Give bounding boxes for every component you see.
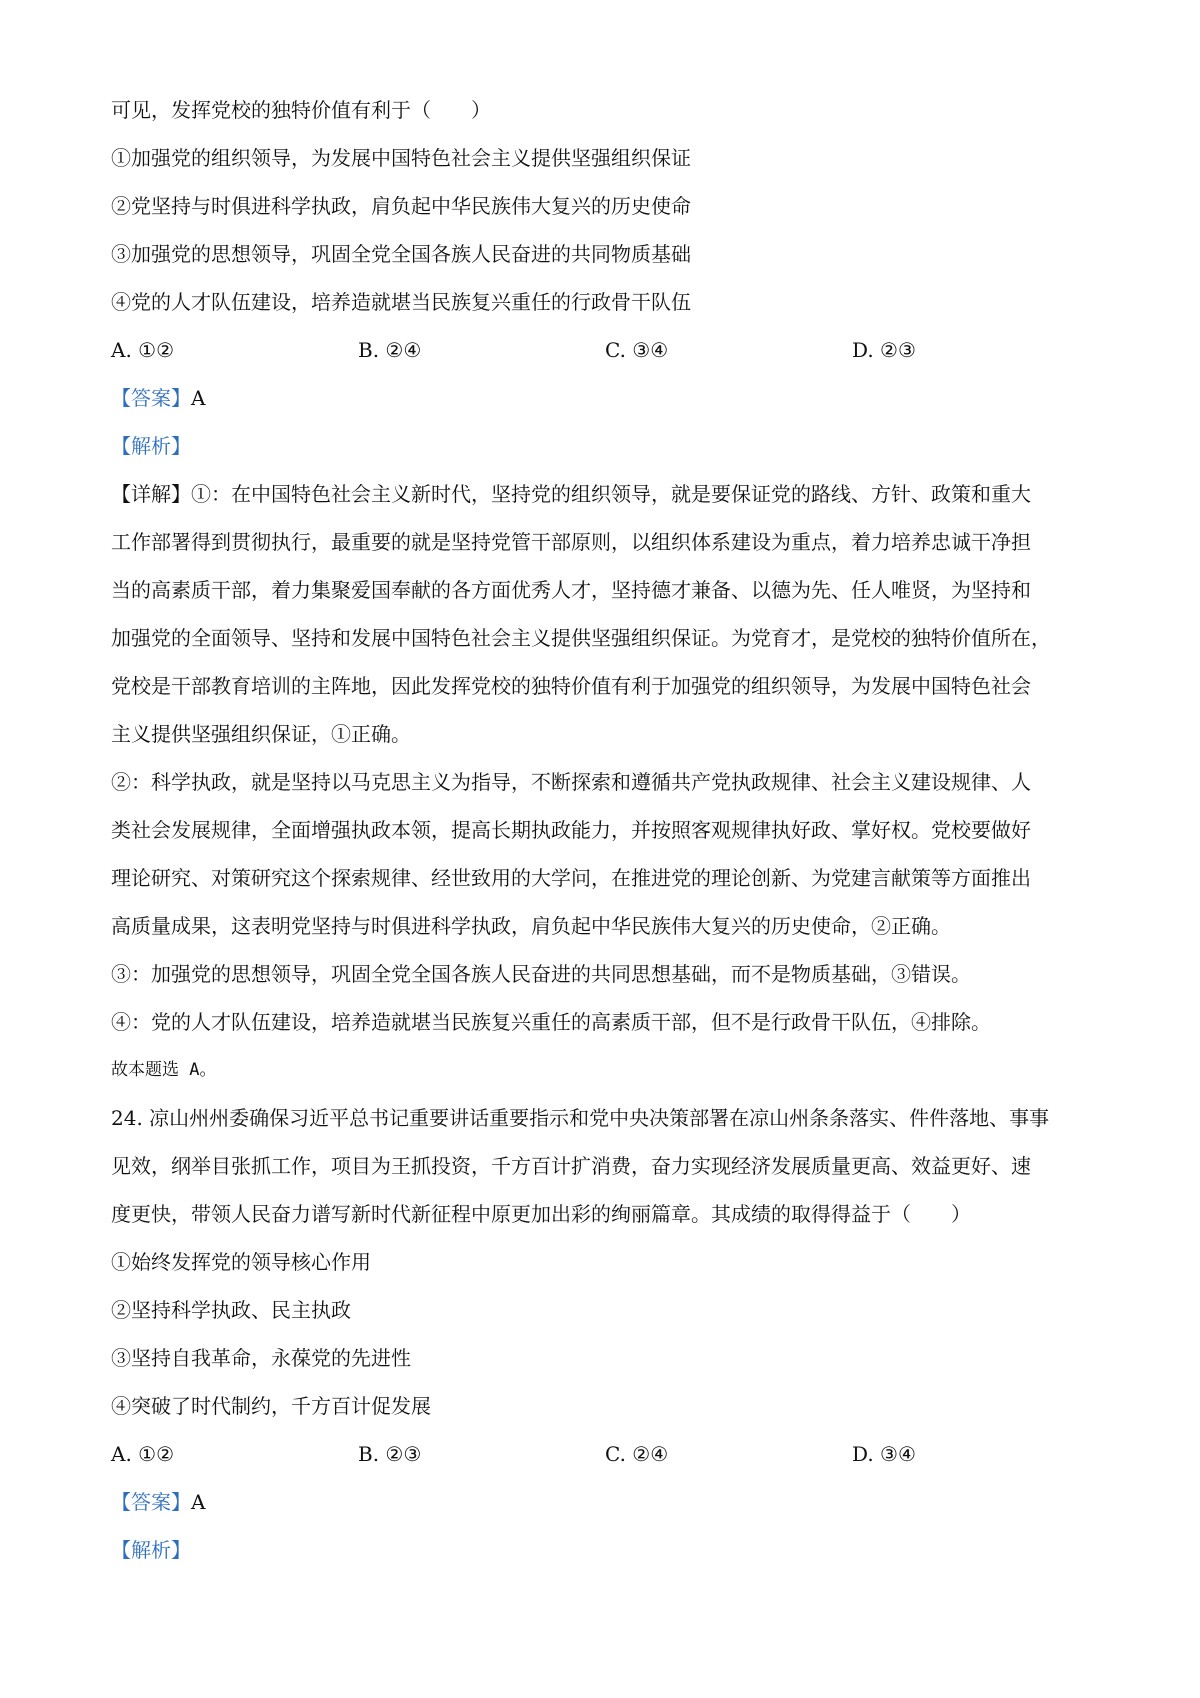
q24-option-c: C. ②④ [605,1442,669,1466]
q23-option-a: A. ①② [111,338,175,362]
q24-item-4: ④突破了时代制约，千方百计促发展 [111,1394,431,1418]
q23-detail-text: ①：在中国特色社会主义新时代，坚持党的组织领导，就是要保证党的路线、方针、政策和重大 [191,482,1031,506]
q24-answer [111,1488,1101,1536]
q24-option-a: A. ①② [111,1442,175,1466]
q24-options [111,1440,1101,1488]
q23-detail-line: 加强党的全面领导、坚持和发展中国特色社会主义提供坚强组织保证。为党育才，是党校的独特价值所在， [111,626,1051,650]
q23-item-1: ①加强党的组织领导，为发展中国特色社会主义提供坚强组织保证 [111,146,691,170]
page-content [111,96,1101,1584]
q24-analysis-tag: 【解析】 [111,1538,191,1562]
q23-option-b: B. ②④ [358,338,422,362]
q23-detail-line: 当的高素质干部，着力集聚爱国奉献的各方面优秀人才，坚持德才兼备、以德为先、任人唯贤，为坚持和 [111,578,1031,602]
q23-analysis-tag: 【解析】 [111,434,191,458]
q23-item-4: ④党的人才队伍建设，培养造就堪当民族复兴重任的行政骨干队伍 [111,290,691,314]
q24-stem [111,1104,1101,1248]
q24-answer-tag: 【答案】 [111,1490,191,1514]
q23-detail-line: 党校是干部教育培训的主阵地，因此发挥党校的独特价值有利于加强党的组织领导，为发展中国特色社会 [111,674,1031,698]
q24-stem-line: 见效，纲举目张抓工作，项目为王抓投资，千方百计扩消费，奋力实现经济发展质量更高、效益更好、速 [111,1154,1031,1178]
q23-detail-line: 高质量成果，这表明党坚持与时俱进科学执政，肩负起中华民族伟大复兴的历史使命，②正确。 [111,914,951,938]
q23-item-3: ③加强党的思想领导，巩固全党全国各族人民奋进的共同物质基础 [111,242,691,266]
q24-option-d: D. ③④ [852,1442,916,1466]
q24-stem-line: 24. 凉山州州委确保习近平总书记重要讲话重要指示和党中央决策部署在凉山州条条落实、件件落地、事事 [111,1106,1050,1130]
q23-conclusion: 故本题选 A。 [111,1060,217,1080]
q23-detail-tag: 【详解】 [111,482,191,506]
q23-option-c: C. ③④ [605,338,669,362]
q23-answer [111,384,1101,432]
q23-detail-line: 类社会发展规律，全面增强执政本领，提高长期执政能力，并按照客观规律执好政、掌好权。党校要做好 [111,818,1031,842]
q23-analysis [111,432,1101,480]
q23-option-d: D. ②③ [852,338,916,362]
q23-item-2: ②党坚持与时俱进科学执政，肩负起中华民族伟大复兴的历史使命 [111,194,691,218]
q23-detail-line: 主义提供坚强组织保证，①正确。 [111,722,411,746]
q23-detail-line: ②：科学执政，就是坚持以马克思主义为指导，不断探索和遵循共产党执政规律、社会主义建设规律、人 [111,770,1031,794]
q23-detail-line: 工作部署得到贯彻执行，最重要的就是坚持党管干部原则，以组织体系建设为重点，着力培养忠诚干净担 [111,530,1031,554]
q24-option-b: B. ②③ [358,1442,422,1466]
q23-stem: 可见，发挥党校的独特价值有利于（ ） [111,98,491,122]
q23-answer-tag: 【答案】 [111,386,191,410]
q23-detail-para-2 [111,768,1101,960]
q24-answer-value: A [191,1490,206,1514]
q24-stem-line: 度更快，带领人民奋力谱写新时代新征程中原更加出彩的绚丽篇章。其成绩的取得得益于（ ） [111,1202,971,1226]
q23-detail-para-4: ④：党的人才队伍建设，培养造就堪当民族复兴重任的高素质干部，但不是行政骨干队伍，④排除。 [111,1010,991,1034]
q23-detail-para-1 [111,480,1101,768]
q23-detail-line: 理论研究、对策研究这个探索规律、经世致用的大学问，在推进党的理论创新、为党建言献策等方面推出 [111,866,1031,890]
q24-analysis [111,1536,1101,1584]
q23-detail-para-3: ③：加强党的思想领导，巩固全党全国各族人民奋进的共同思想基础，而不是物质基础，③错误。 [111,962,971,986]
q23-detail-line [111,480,1101,528]
q23-answer-value: A [191,386,206,410]
q24-item-1: ①始终发挥党的领导核心作用 [111,1250,371,1274]
q24-item-3: ③坚持自我革命，永葆党的先进性 [111,1346,411,1370]
q23-options [111,336,1101,384]
q24-item-2: ②坚持科学执政、民主执政 [111,1298,351,1322]
